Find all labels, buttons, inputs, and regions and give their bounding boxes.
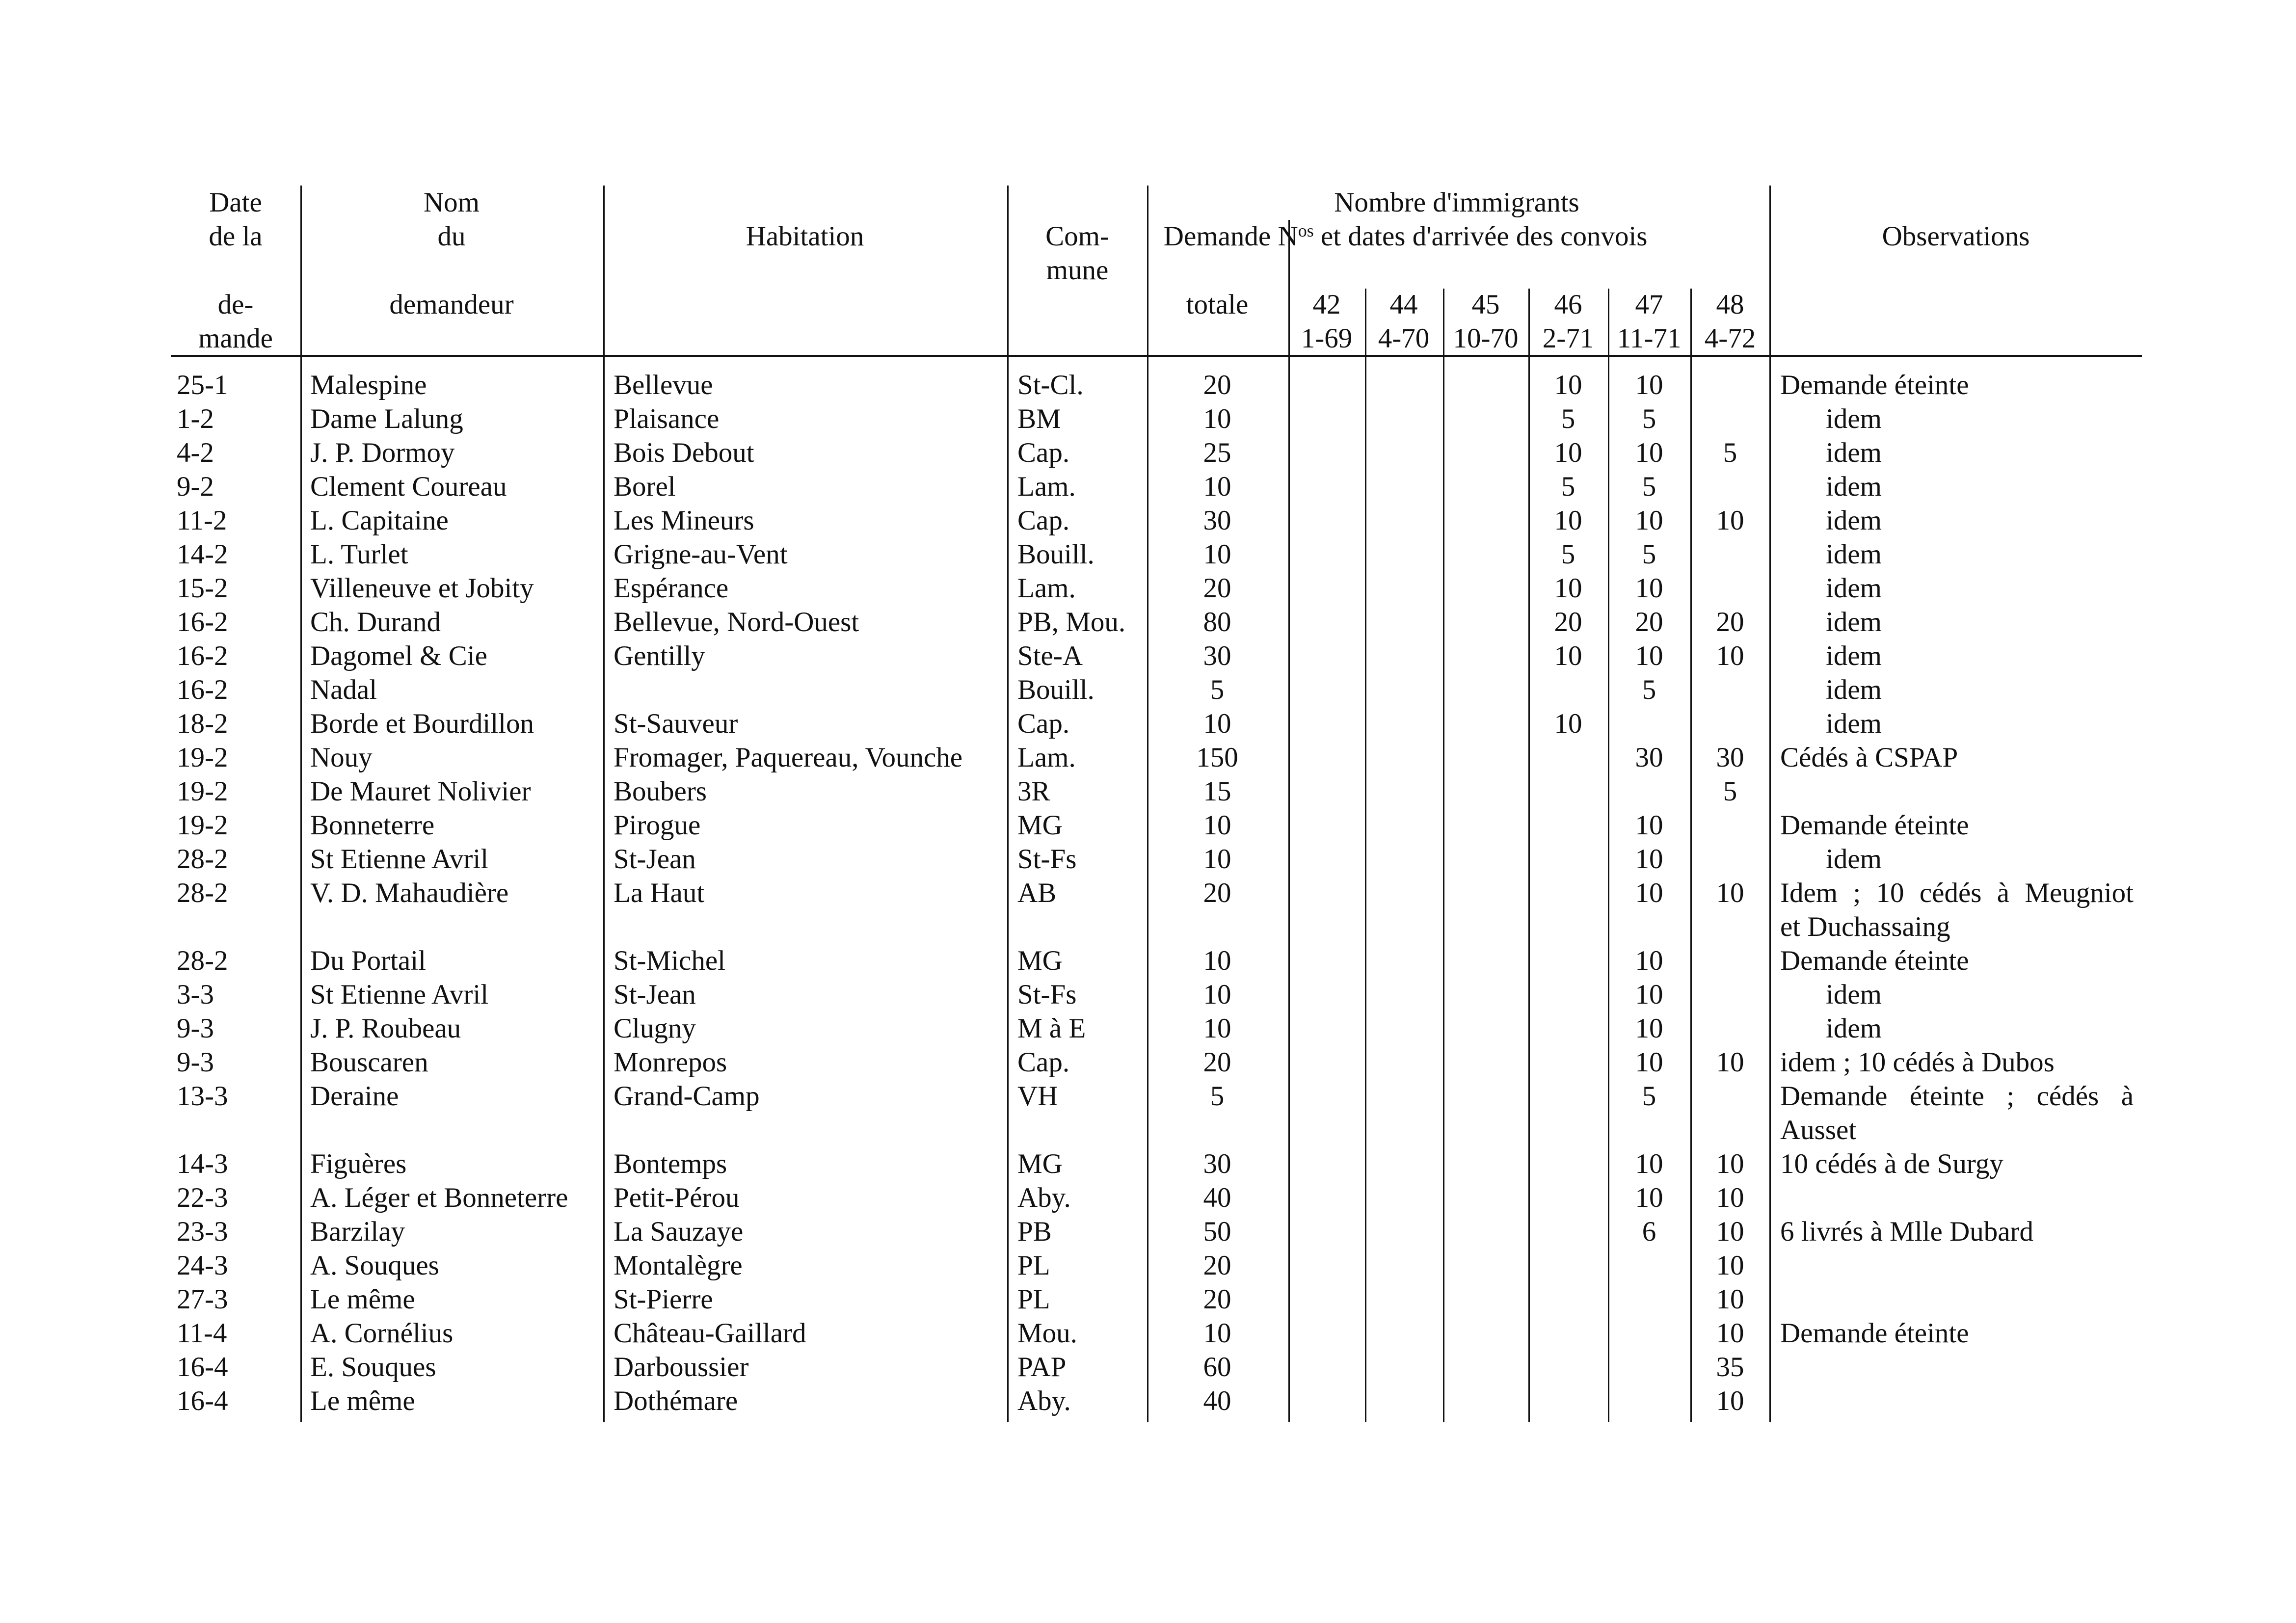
cell-commune: Cap. bbox=[1017, 708, 1070, 739]
convoi-date: 11-71 bbox=[1617, 323, 1682, 354]
header-nombre-immigrants: Nombre d'immigrants bbox=[1334, 187, 1579, 218]
cell-c48: 10 bbox=[1716, 1284, 1744, 1315]
cell-nom: Dame Lalung bbox=[310, 403, 463, 434]
convoi-date: 4-70 bbox=[1378, 323, 1430, 354]
cell-demande: 40 bbox=[1203, 1182, 1231, 1213]
cell-observations: Cédés à CSPAP bbox=[1780, 742, 1958, 773]
cell-commune: St-Cl. bbox=[1017, 370, 1084, 400]
cell-demande: 10 bbox=[1203, 844, 1231, 875]
cell-demande: 10 bbox=[1203, 539, 1231, 570]
cell-commune: MG bbox=[1017, 1148, 1063, 1179]
cell-c47: 30 bbox=[1635, 742, 1663, 773]
convoi-number: 47 bbox=[1635, 289, 1663, 320]
cell-commune: PL bbox=[1017, 1250, 1050, 1281]
cell-date: 16-2 bbox=[177, 640, 228, 671]
cell-c47: 5 bbox=[1642, 674, 1656, 705]
cell-c48: 20 bbox=[1716, 607, 1744, 638]
header-habitation: Habitation bbox=[746, 221, 864, 252]
cell-habitation: Petit-Pérou bbox=[614, 1182, 740, 1213]
cell-habitation: Clugny bbox=[614, 1013, 696, 1044]
cell-nom: Bonneterre bbox=[310, 810, 435, 841]
cell-c48: 5 bbox=[1723, 437, 1737, 468]
cell-commune: PAP bbox=[1017, 1352, 1067, 1383]
cell-c46: 5 bbox=[1561, 471, 1575, 502]
rule-after-demande bbox=[1288, 220, 1290, 1422]
cell-habitation: La Sauzaye bbox=[614, 1216, 744, 1247]
cell-demande: 20 bbox=[1203, 1284, 1231, 1315]
cell-observations: Idem ; 10 cédés à Meugniot bbox=[1780, 878, 2134, 908]
cell-c48: 10 bbox=[1716, 1047, 1744, 1078]
cell-demande: 150 bbox=[1196, 742, 1238, 773]
cell-habitation: St-Jean bbox=[614, 844, 696, 875]
cell-commune: PB bbox=[1017, 1216, 1052, 1247]
rule-after-habitation bbox=[1007, 186, 1009, 1422]
cell-observations: Ausset bbox=[1780, 1115, 1857, 1145]
convoi-date: 4-72 bbox=[1704, 323, 1756, 354]
header-nos-suffix: et dates d'arrivée des convois bbox=[1313, 221, 1648, 252]
convoi-date: 1-69 bbox=[1301, 323, 1353, 354]
cell-date: 18-2 bbox=[177, 708, 228, 739]
convoi-number: 48 bbox=[1716, 289, 1744, 320]
cell-c47: 10 bbox=[1635, 810, 1663, 841]
cell-c48: 10 bbox=[1716, 878, 1744, 908]
cell-habitation: Borel bbox=[614, 471, 676, 502]
cell-demande: 25 bbox=[1203, 437, 1231, 468]
cell-demande: 20 bbox=[1203, 370, 1231, 400]
cell-demande: 30 bbox=[1203, 1148, 1231, 1179]
cell-habitation: Grand-Camp bbox=[614, 1081, 760, 1112]
cell-nom: A. Souques bbox=[310, 1250, 439, 1281]
cell-observations: Demande éteinte bbox=[1780, 1318, 1969, 1349]
cell-commune: PB, Mou. bbox=[1017, 607, 1126, 638]
convoi-number: 42 bbox=[1312, 289, 1341, 320]
cell-date: 25-1 bbox=[177, 370, 228, 400]
cell-date: 11-4 bbox=[177, 1318, 227, 1349]
cell-date: 15-2 bbox=[177, 573, 228, 604]
cell-c48: 5 bbox=[1723, 776, 1737, 807]
cell-observations: idem bbox=[1826, 844, 1882, 875]
header-nos-dates bbox=[1278, 219, 1648, 253]
cell-commune: St-Fs bbox=[1017, 844, 1077, 875]
cell-nom: Dagomel & Cie bbox=[310, 640, 487, 671]
cell-habitation: Pirogue bbox=[614, 810, 701, 841]
cell-c47: 5 bbox=[1642, 403, 1656, 434]
cell-date: 3-3 bbox=[177, 979, 214, 1010]
cell-date: 28-2 bbox=[177, 844, 228, 875]
cell-habitation: St-Jean bbox=[614, 979, 696, 1010]
cell-c46: 10 bbox=[1554, 437, 1582, 468]
cell-c47: 10 bbox=[1635, 979, 1663, 1010]
cell-commune: Cap. bbox=[1017, 1047, 1070, 1078]
cell-nom: St Etienne Avril bbox=[310, 844, 489, 875]
cell-nom: Borde et Bourdillon bbox=[310, 708, 534, 739]
convoi-date: 10-70 bbox=[1453, 323, 1519, 354]
cell-demande: 20 bbox=[1203, 1047, 1231, 1078]
cell-c48: 10 bbox=[1716, 1216, 1744, 1247]
cell-habitation: Bontemps bbox=[614, 1148, 727, 1179]
cell-habitation: Bellevue, Nord-Ouest bbox=[614, 607, 859, 638]
cell-nom: Du Portail bbox=[310, 945, 426, 976]
cell-observations: idem ; 10 cédés à Dubos bbox=[1780, 1047, 2055, 1078]
header-date-line: de la bbox=[209, 221, 263, 252]
cell-date: 28-2 bbox=[177, 878, 228, 908]
cell-commune: PL bbox=[1017, 1284, 1050, 1315]
cell-demande: 15 bbox=[1203, 776, 1231, 807]
cell-c47: 10 bbox=[1635, 1148, 1663, 1179]
cell-date: 22-3 bbox=[177, 1182, 228, 1213]
header-demande-line: totale bbox=[1186, 289, 1249, 320]
cell-commune: BM bbox=[1017, 403, 1061, 434]
cell-demande: 10 bbox=[1203, 810, 1231, 841]
cell-habitation: Dothémare bbox=[614, 1385, 738, 1416]
rule-after-date bbox=[300, 186, 302, 1422]
cell-date: 14-3 bbox=[177, 1148, 228, 1179]
cell-date: 11-2 bbox=[177, 505, 227, 536]
cell-c46: 10 bbox=[1554, 573, 1582, 604]
cell-habitation: Montalègre bbox=[614, 1250, 743, 1281]
cell-nom: Barzilay bbox=[310, 1216, 405, 1247]
cell-observations: 6 livrés à Mlle Dubard bbox=[1780, 1216, 2034, 1247]
cell-nom: E. Souques bbox=[310, 1352, 436, 1383]
cell-habitation: Les Mineurs bbox=[614, 505, 754, 536]
cell-c46: 10 bbox=[1554, 640, 1582, 671]
cell-date: 16-2 bbox=[177, 674, 228, 705]
cell-commune: M à E bbox=[1017, 1013, 1086, 1044]
cell-demande: 80 bbox=[1203, 607, 1231, 638]
cell-c46: 10 bbox=[1554, 370, 1582, 400]
cell-date: 9-3 bbox=[177, 1047, 214, 1078]
cell-commune: Cap. bbox=[1017, 505, 1070, 536]
cell-habitation: Fromager, Paquereau, Vounche bbox=[614, 742, 963, 773]
cell-date: 24-3 bbox=[177, 1250, 228, 1281]
cell-commune: MG bbox=[1017, 945, 1063, 976]
cell-commune: VH bbox=[1017, 1081, 1058, 1112]
cell-observations: et Duchassaing bbox=[1780, 911, 1950, 942]
header-nos-prefix: N bbox=[1278, 221, 1298, 252]
cell-commune: AB bbox=[1017, 878, 1057, 908]
cell-c48: 10 bbox=[1716, 1148, 1744, 1179]
cell-nom: De Mauret Nolivier bbox=[310, 776, 531, 807]
header-nom-line: Nom bbox=[424, 187, 480, 218]
cell-c47: 10 bbox=[1635, 640, 1663, 671]
cell-demande: 5 bbox=[1210, 674, 1225, 705]
cell-nom: J. P. Dormoy bbox=[310, 437, 455, 468]
rule-after-c48 bbox=[1769, 186, 1771, 1422]
cell-c47: 6 bbox=[1642, 1216, 1656, 1247]
cell-commune: MG bbox=[1017, 810, 1063, 841]
cell-observations: idem bbox=[1826, 640, 1882, 671]
cell-commune: Lam. bbox=[1017, 742, 1076, 773]
cell-c47: 10 bbox=[1635, 1013, 1663, 1044]
cell-observations: Demande éteinte bbox=[1780, 370, 1969, 400]
cell-c48: 10 bbox=[1716, 1182, 1744, 1213]
convoi-date: 2-71 bbox=[1542, 323, 1594, 354]
cell-c48: 10 bbox=[1716, 505, 1744, 536]
header-commune-line: Com- bbox=[1045, 221, 1109, 252]
cell-observations: idem bbox=[1826, 573, 1882, 604]
cell-nom: Bouscaren bbox=[310, 1047, 428, 1078]
rule-after-c47 bbox=[1690, 289, 1692, 1422]
cell-date: 28-2 bbox=[177, 945, 228, 976]
cell-commune: Lam. bbox=[1017, 573, 1076, 604]
cell-date: 9-3 bbox=[177, 1013, 214, 1044]
cell-habitation: Espérance bbox=[614, 573, 729, 604]
cell-habitation: Plaisance bbox=[614, 403, 720, 434]
cell-demande: 20 bbox=[1203, 878, 1231, 908]
cell-nom: Le même bbox=[310, 1284, 415, 1315]
cell-demande: 10 bbox=[1203, 979, 1231, 1010]
cell-observations: idem bbox=[1826, 979, 1882, 1010]
cell-demande: 20 bbox=[1203, 573, 1231, 604]
cell-nom: A. Cornélius bbox=[310, 1318, 454, 1349]
cell-c46: 10 bbox=[1554, 708, 1582, 739]
header-observations: Observations bbox=[1882, 221, 2030, 252]
cell-nom: V. D. Mahaudière bbox=[310, 878, 509, 908]
cell-date: 16-2 bbox=[177, 607, 228, 638]
cell-demande: 10 bbox=[1203, 945, 1231, 976]
header-nom-line: demandeur bbox=[389, 289, 514, 320]
cell-nom: L. Turlet bbox=[310, 539, 408, 570]
cell-nom: Clement Coureau bbox=[310, 471, 507, 502]
cell-date: 16-4 bbox=[177, 1352, 228, 1383]
cell-c48: 10 bbox=[1716, 640, 1744, 671]
cell-date: 9-2 bbox=[177, 471, 214, 502]
rule-after-c45 bbox=[1528, 289, 1530, 1422]
cell-observations: idem bbox=[1826, 1013, 1882, 1044]
cell-habitation: Bois Debout bbox=[614, 437, 754, 468]
cell-observations: idem bbox=[1826, 505, 1882, 536]
cell-demande: 10 bbox=[1203, 708, 1231, 739]
cell-demande: 10 bbox=[1203, 471, 1231, 502]
cell-nom: L. Capitaine bbox=[310, 505, 449, 536]
header-nos-sup: os bbox=[1298, 221, 1314, 240]
cell-commune: Aby. bbox=[1017, 1182, 1071, 1213]
cell-nom: Le même bbox=[310, 1385, 415, 1416]
cell-c47: 10 bbox=[1635, 945, 1663, 976]
cell-demande: 50 bbox=[1203, 1216, 1231, 1247]
cell-observations: idem bbox=[1826, 674, 1882, 705]
cell-observations: idem bbox=[1826, 437, 1882, 468]
cell-commune: Cap. bbox=[1017, 437, 1070, 468]
cell-date: 19-2 bbox=[177, 776, 228, 807]
cell-demande: 30 bbox=[1203, 640, 1231, 671]
cell-c48: 30 bbox=[1716, 742, 1744, 773]
cell-habitation: St-Michel bbox=[614, 945, 725, 976]
cell-demande: 10 bbox=[1203, 403, 1231, 434]
cell-habitation: Darboussier bbox=[614, 1352, 749, 1383]
cell-demande: 10 bbox=[1203, 1013, 1231, 1044]
cell-c47: 10 bbox=[1635, 370, 1663, 400]
cell-nom: A. Léger et Bonneterre bbox=[310, 1182, 568, 1213]
header-date-line: de- bbox=[217, 289, 254, 320]
rule-after-c42 bbox=[1365, 289, 1366, 1422]
cell-nom: Deraine bbox=[310, 1081, 399, 1112]
cell-nom: Villeneuve et Jobity bbox=[310, 573, 534, 604]
header-nom-line: du bbox=[437, 221, 466, 252]
header-date-line: mande bbox=[198, 323, 273, 354]
cell-nom: Nadal bbox=[310, 674, 377, 705]
cell-nom: J. P. Roubeau bbox=[310, 1013, 461, 1044]
rule-after-commune bbox=[1147, 186, 1148, 1422]
cell-c48: 10 bbox=[1716, 1318, 1744, 1349]
cell-habitation: Château-Gaillard bbox=[614, 1318, 806, 1349]
cell-date: 14-2 bbox=[177, 539, 228, 570]
cell-nom: Ch. Durand bbox=[310, 607, 441, 638]
cell-demande: 30 bbox=[1203, 505, 1231, 536]
cell-c47: 10 bbox=[1635, 1047, 1663, 1078]
cell-c47: 10 bbox=[1635, 437, 1663, 468]
cell-commune: Bouill. bbox=[1017, 539, 1095, 570]
cell-c47: 10 bbox=[1635, 878, 1663, 908]
header-demande-line: Demande bbox=[1163, 221, 1271, 252]
rule-after-c46 bbox=[1608, 289, 1609, 1422]
cell-date: 19-2 bbox=[177, 810, 228, 841]
cell-date: 23-3 bbox=[177, 1216, 228, 1247]
cell-commune: Bouill. bbox=[1017, 674, 1095, 705]
cell-observations: idem bbox=[1826, 708, 1882, 739]
header-date-line: Date bbox=[209, 187, 262, 218]
rule-after-nom bbox=[603, 186, 605, 1422]
cell-c47: 5 bbox=[1642, 539, 1656, 570]
cell-commune: 3R bbox=[1017, 776, 1050, 807]
cell-nom: Malespine bbox=[310, 370, 427, 400]
header-commune-line: mune bbox=[1046, 255, 1109, 286]
cell-c47: 20 bbox=[1635, 607, 1663, 638]
cell-observations: Demande éteinte bbox=[1780, 945, 1969, 976]
cell-observations: idem bbox=[1826, 471, 1882, 502]
cell-c47: 10 bbox=[1635, 505, 1663, 536]
cell-date: 27-3 bbox=[177, 1284, 228, 1315]
cell-c48: 10 bbox=[1716, 1385, 1744, 1416]
convoi-number: 44 bbox=[1389, 289, 1418, 320]
cell-habitation: Monrepos bbox=[614, 1047, 727, 1078]
cell-demande: 5 bbox=[1210, 1081, 1225, 1112]
cell-demande: 60 bbox=[1203, 1352, 1231, 1383]
cell-c46: 20 bbox=[1554, 607, 1582, 638]
cell-demande: 10 bbox=[1203, 1318, 1231, 1349]
cell-date: 4-2 bbox=[177, 437, 214, 468]
cell-observations: idem bbox=[1826, 403, 1882, 434]
header-rule bbox=[171, 355, 2142, 357]
cell-habitation: Gentilly bbox=[614, 640, 705, 671]
cell-date: 13-3 bbox=[177, 1081, 228, 1112]
cell-date: 16-4 bbox=[177, 1385, 228, 1416]
cell-observations: 10 cédés à de Surgy bbox=[1780, 1148, 2003, 1179]
cell-c47: 5 bbox=[1642, 1081, 1656, 1112]
cell-habitation: Boubers bbox=[614, 776, 707, 807]
cell-demande: 20 bbox=[1203, 1250, 1231, 1281]
cell-c46: 5 bbox=[1561, 403, 1575, 434]
cell-habitation: Bellevue bbox=[614, 370, 713, 400]
cell-habitation: St-Pierre bbox=[614, 1284, 713, 1315]
cell-date: 19-2 bbox=[177, 742, 228, 773]
cell-c46: 5 bbox=[1561, 539, 1575, 570]
cell-observations: Demande éteinte ; cédés à bbox=[1780, 1081, 2134, 1112]
cell-commune: Mou. bbox=[1017, 1318, 1077, 1349]
cell-commune: Lam. bbox=[1017, 471, 1076, 502]
cell-nom: St Etienne Avril bbox=[310, 979, 489, 1010]
cell-commune: Aby. bbox=[1017, 1385, 1071, 1416]
convoi-number: 45 bbox=[1471, 289, 1500, 320]
cell-habitation: Grigne-au-Vent bbox=[614, 539, 788, 570]
cell-c48: 35 bbox=[1716, 1352, 1744, 1383]
rule-after-c44 bbox=[1443, 289, 1444, 1422]
cell-c47: 5 bbox=[1642, 471, 1656, 502]
cell-date: 1-2 bbox=[177, 403, 214, 434]
cell-c46: 10 bbox=[1554, 505, 1582, 536]
cell-nom: Nouy bbox=[310, 742, 373, 773]
cell-nom: Figuères bbox=[310, 1148, 407, 1179]
cell-c47: 10 bbox=[1635, 573, 1663, 604]
cell-c48: 10 bbox=[1716, 1250, 1744, 1281]
convoi-number: 46 bbox=[1554, 289, 1582, 320]
cell-observations: idem bbox=[1826, 539, 1882, 570]
cell-demande: 40 bbox=[1203, 1385, 1231, 1416]
cell-commune: Ste-A bbox=[1017, 640, 1083, 671]
cell-c47: 10 bbox=[1635, 844, 1663, 875]
cell-habitation: La Haut bbox=[614, 878, 705, 908]
cell-observations: Demande éteinte bbox=[1780, 810, 1969, 841]
cell-commune: St-Fs bbox=[1017, 979, 1077, 1010]
cell-observations: idem bbox=[1826, 607, 1882, 638]
cell-habitation: St-Sauveur bbox=[614, 708, 738, 739]
cell-c47: 10 bbox=[1635, 1182, 1663, 1213]
